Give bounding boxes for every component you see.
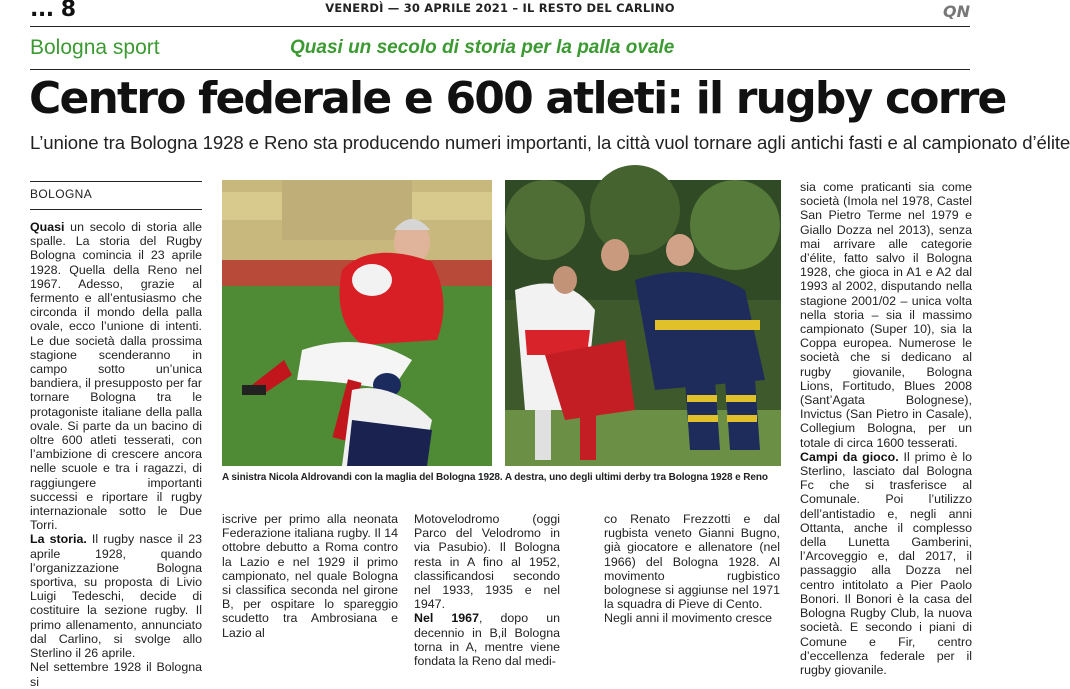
paragraph — [800, 450, 972, 677]
paragraph-lead: Campi da gioco. — [800, 449, 899, 464]
paragraph-lead: Quasi — [30, 220, 65, 234]
paragraph-lead: La storia. — [30, 532, 87, 547]
qn-logo: QN — [943, 2, 970, 21]
paragraph — [30, 220, 202, 532]
paragraph — [414, 611, 560, 668]
paragraph-text: Il primo è lo Sterlino, lasciato dal Bologna Fc che si trasferisce al Comunale. Poi l’utilizzo dell’antistadio e, negli anni Ottanta, anche il complesso della Lunetta Gamberini, l’Arcoveggio e, dal 2017, il passaggio alla Dozza nel centro intitolato a Pier Paolo Bonori. Il Bonori è la casa del Bologna Rugby Club, la nuova società. E secondo i piani di Comune e Fir, centro d’eccellenza federale per il rugby giovanile. — [800, 449, 972, 677]
section-rule — [30, 69, 970, 70]
kicker: Quasi un secolo di storia per la palla ovale — [290, 37, 675, 58]
article-column-1 — [30, 220, 202, 689]
article-column-2 — [222, 512, 398, 640]
photo-derby — [505, 180, 781, 466]
paragraph-text: un secolo di storia alle spalle. La storia del Rugby Bologna comincia il 23 aprile 1928. Quella della Reno nel 1967. Adesso, grazie al fermento e all’entusiasmo che circonda il mondo della palla ovale, ecco l’unione di intenti. Le due società dalla prossima stagione scenderanno in campo sotto un’unica bandiera, il presupposto per far tornare Bologna tra le protagoniste italiane della palla ovale. Si parte da un bacino di oltre 600 atleti tesserati, con l’ambizione di crescere ancora nelle scuole e tra i ragazzi, di raggiungere importanti successi e riportare il rugby internazionale sotto le Due Torri. — [30, 220, 202, 533]
paragraph-text: Nel settembre 1928 il Bologna si — [30, 660, 202, 689]
paragraph-text: , dopo un decennio in B,il Bologna torna in A, mentre viene fondata la Reno dal medi- — [414, 611, 560, 669]
paragraph-text: Il rugby nasce il 23 aprile 1928, quando l’organizzazione Bologna sportiva, su proposta di Livio Luigi Tedeschi, decide di costituire la sezione rugby. Il primo allenamento, annunciato dal Carlino, si svolge allo Sterlino il 26 aprile. — [30, 532, 202, 661]
paragraph-text: iscrive per primo alla neonata Federazione italiana rugby. Il 14 ottobre debutto a Roma contro la Lazio e nel 1929 il primo campionato, nel quale Bologna si classifica seconda nel girone B, per ospitare lo spareggio scudetto tra Ambrosiana e Lazio al — [222, 512, 398, 640]
paragraph — [222, 512, 398, 640]
location-label: BOLOGNA — [30, 187, 93, 201]
paragraph — [414, 512, 560, 611]
paragraph — [30, 532, 202, 660]
paragraph-text: Negli anni il movimento cresce — [604, 611, 773, 626]
paragraph-text: sia come praticanti sia come società (Imola nel 1978, Castel San Pietro Terme nel 1979 e Giallo Dozza nel 2013), senza mai arrivare alle categorie d’élite, fatto salvo il Bologna 1928, che gioca in A1 e A2 dal 1993 al 2002, disputando nella stagione 2001/02 – unica volta nella storia – sia il massimo campionato (Super 10), sia la Coppa europea. Numerose le società che si dedicano al rugby giovanile, Bologna Lions, Fortitudo, Blues 2008 (Sant’Agata Bolognese), Invictus (San Pietro in Casale), Collegium Bologna, per un totale di circa 1600 tesserati. — [800, 180, 972, 450]
photo-caption: A sinistra Nicola Aldrovandi con la maglia del Bologna 1928. A destra, uno degli ultimi derby tra Bologna 1928 e Reno — [222, 472, 768, 483]
section-label: Bologna sport — [30, 36, 160, 59]
page-number: ... 8 — [30, 0, 76, 22]
photo-derby-image — [505, 180, 781, 466]
dateline: VENERDÌ — 30 APRILE 2021 – IL RESTO DEL CARLINO — [325, 1, 675, 15]
paragraph-lead: Nel 1967 — [414, 611, 479, 626]
photo-aldrovandi — [222, 180, 492, 466]
location-rule-bottom — [30, 209, 202, 210]
paragraph-text: co Renato Frezzotti e dal rugbista veneto Gianni Bugno, già giocatore e allenatore (nel 1966) del Bologna 1928. Al movimento rugbistico bolognese si aggiunse nel 1971 la squadra di Pieve di Cento. — [604, 512, 780, 612]
location-rule-top — [30, 181, 202, 182]
photo-aldrovandi-image — [222, 180, 492, 466]
paragraph — [604, 512, 780, 611]
article-column-3 — [414, 512, 560, 668]
paragraph — [604, 611, 780, 625]
article-column-4 — [604, 512, 780, 626]
headline: Centro federale e 600 atleti: il rugby corre — [29, 73, 1006, 124]
paragraph — [800, 180, 972, 450]
paragraph — [30, 660, 202, 688]
article-column-5 — [800, 180, 972, 677]
top-rule — [30, 26, 970, 27]
subhead: L’unione tra Bologna 1928 e Reno sta producendo numeri importanti, la città vuol tornare agli antichi fasti e al campionato d’élite — [30, 132, 1070, 153]
paragraph-text: Motovelodromo (oggi Parco del Velodromo in via Pasubio). Il Bologna resta in A fino al 1952, classificandosi secondo nel 1933, 1935 e nel 1947. — [414, 512, 560, 612]
